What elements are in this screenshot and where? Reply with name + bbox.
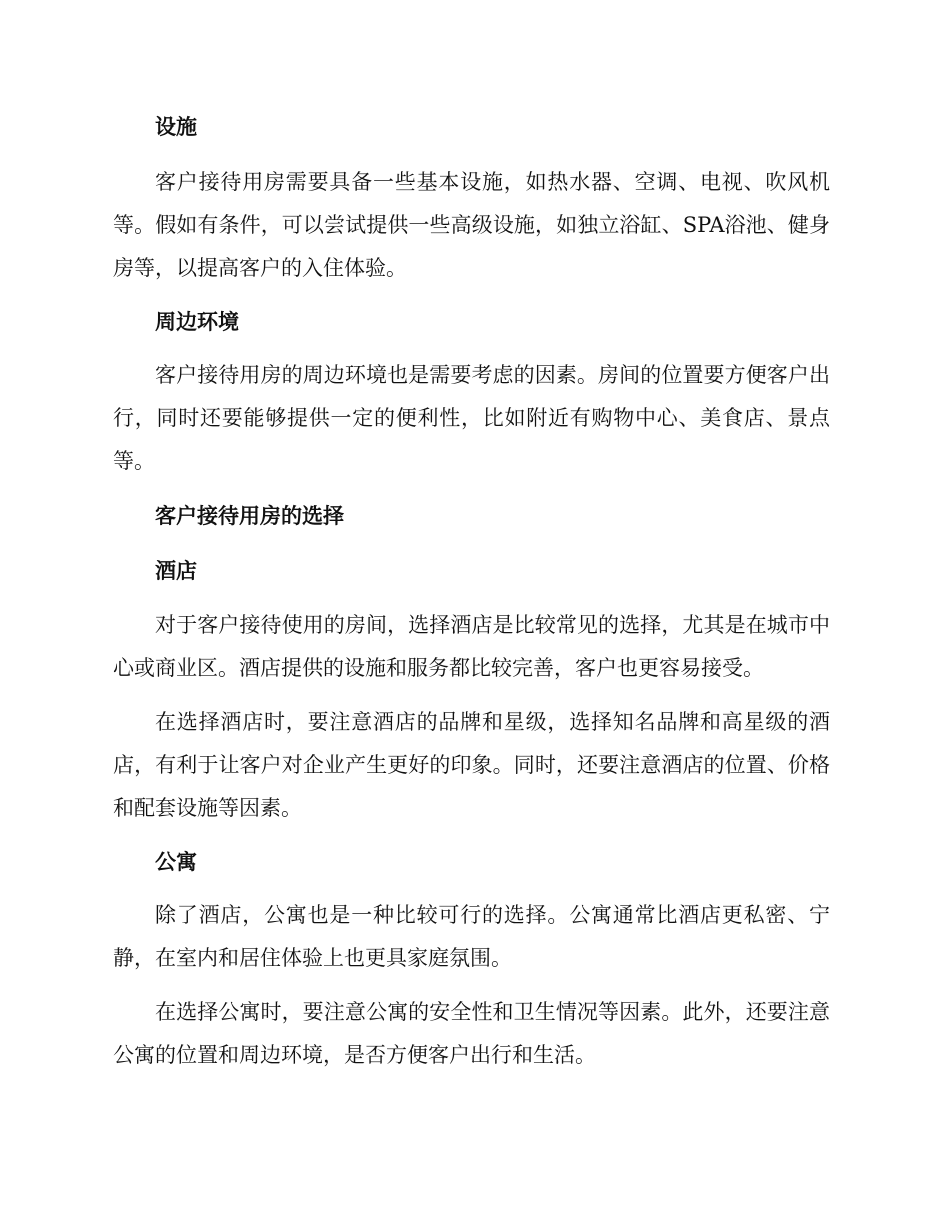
paragraph-apartment-2: 在选择公寓时，要注意公寓的安全性和卫生情况等因素。此外，还要注意公寓的位置和周边环境，是否方便客户出行和生活。	[113, 1000, 830, 1067]
heading-hotel: 酒店	[155, 558, 197, 583]
paragraph-apartment-1: 除了酒店，公寓也是一种比较可行的选择。公寓通常比酒店更私密、宁静，在室内和居住体验上也更具家庭氛围。	[113, 903, 830, 970]
heading-room-selection: 客户接待用房的选择	[155, 503, 344, 528]
heading-apartment: 公寓	[155, 849, 197, 874]
paragraph-facilities: 客户接待用房需要具备一些基本设施，如热水器、空调、电视、吹风机等。假如有条件，可以尝试提供一些高级设施，如独立浴缸、SPA浴池、健身房等，以提高客户的入住体验。	[113, 170, 830, 280]
paragraph-hotel-1: 对于客户接待使用的房间，选择酒店是比较常见的选择，尤其是在城市中心或商业区。酒店提供的设施和服务都比较完善，客户也更容易接受。	[113, 613, 830, 680]
heading-surroundings: 周边环境	[155, 309, 239, 334]
paragraph-hotel-2: 在选择酒店时，要注意酒店的品牌和星级，选择知名品牌和高星级的酒店，有利于让客户对企业产生更好的印象。同时，还要注意酒店的位置、价格和配套设施等因素。	[113, 710, 830, 820]
paragraph-surroundings: 客户接待用房的周边环境也是需要考虑的因素。房间的位置要方便客户出行，同时还要能够提供一定的便利性，比如附近有购物中心、美食店、景点等。	[113, 363, 830, 473]
heading-facilities: 设施	[155, 114, 197, 139]
